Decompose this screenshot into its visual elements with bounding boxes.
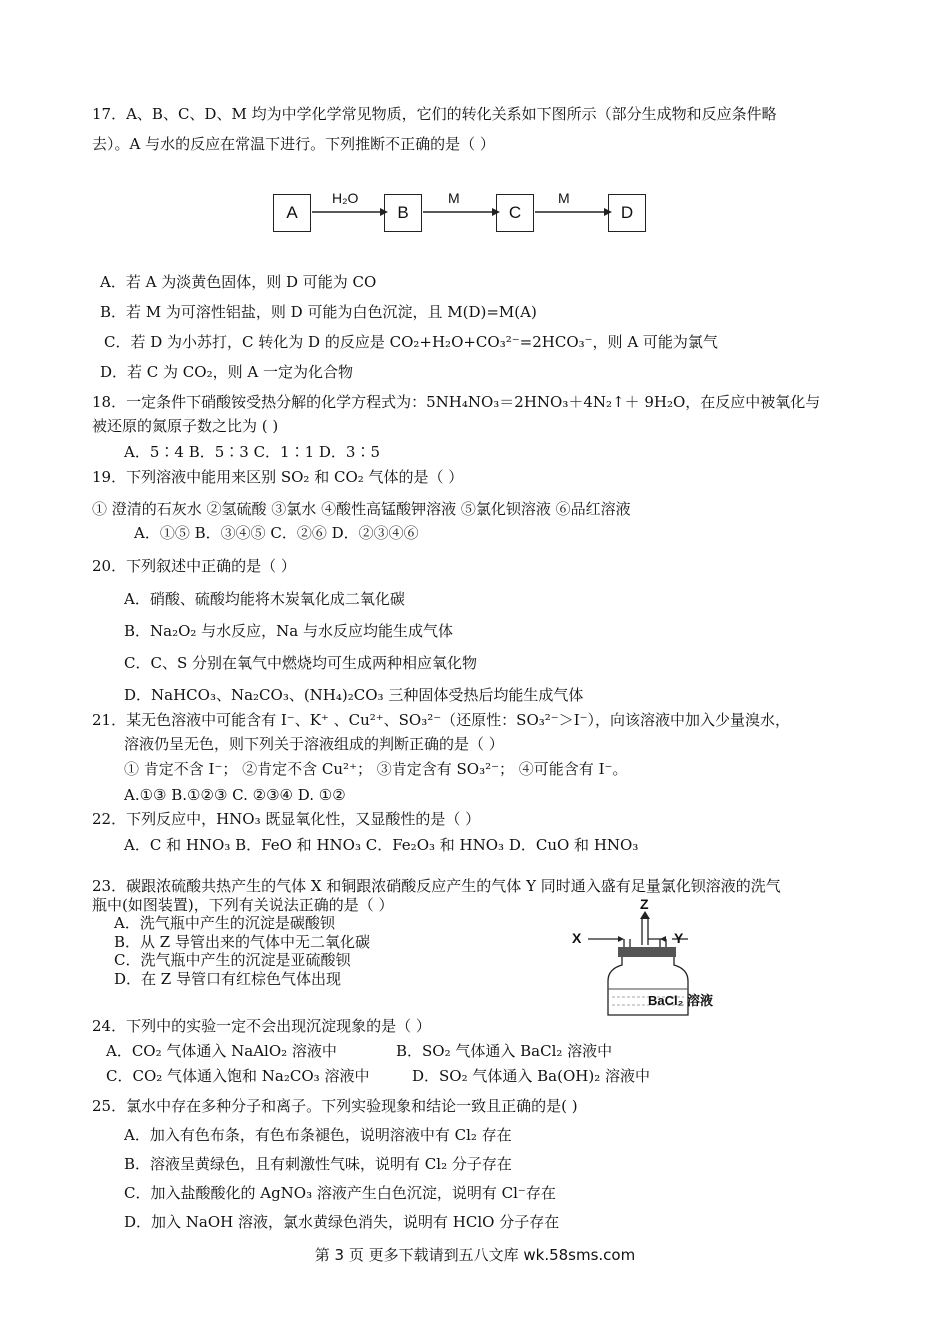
q20-option-a: A．硝酸、硫酸均能将木炭氧化成二氧化碳 <box>124 590 405 608</box>
q25-stem: 25．氯水中存在多种分子和离子。下列实验现象和结论一致且正确的是( ) <box>92 1097 578 1115</box>
arrow2-label: M <box>448 190 460 206</box>
q20-stem: 20．下列叙述中正确的是（ ） <box>92 557 296 575</box>
q18-line1: 18．一定条件下硝酸铵受热分解的化学方程式为：5NH₄NO₃＝2HNO₃＋4N₂↑＋ 9H₂O，在反应中被氧化与 <box>92 393 821 411</box>
label-x: X <box>572 930 582 946</box>
q23-option-a: A．洗气瓶中产生的沉淀是碳酸钡 <box>114 914 335 932</box>
q25-option-c: C．加入盐酸酸化的 AgNO₃ 溶液产生白色沉淀，说明有 Cl⁻存在 <box>124 1184 556 1202</box>
q22-stem: 22．下列反应中，HNO₃ 既显氧化性，又显酸性的是（ ） <box>92 810 481 828</box>
label-bacl2-solution: BaCl₂ 溶液 <box>648 993 714 1008</box>
q19-stem: 19．下列溶液中能用来区别 SO₂ 和 CO₂ 气体的是（ ） <box>92 468 464 486</box>
q25-option-b: B．溶液呈黄绿色，且有刺激性气味，说明有 Cl₂ 分子存在 <box>124 1155 512 1173</box>
q17-option-c: C．若 D 为小苏打，C 转化为 D 的反应是 CO₂+H₂O+CO₃²⁻=2HCO₃⁻，则 A 可能为氯气 <box>104 333 718 351</box>
q23-line1: 23．碳跟浓硫酸共热产生的气体 X 和铜跟浓硝酸反应产生的气体 Y 同时通入盛有足量氯化钡溶液的洗气 <box>92 877 781 895</box>
arrow3-label: M <box>558 190 570 206</box>
q24-option-d: D．SO₂ 气体通入 Ba(OH)₂ 溶液中 <box>412 1067 650 1085</box>
q24-stem: 24．下列中的实验一定不会出现沉淀现象的是（ ） <box>92 1017 431 1035</box>
q19-choices: ① 澄清的石灰水 ②氢硫酸 ③氯水 ④酸性高锰酸钾溶液 ⑤氯化钡溶液 ⑥品红溶液 <box>92 500 631 518</box>
q24-option-b: B．SO₂ 气体通入 BaCl₂ 溶液中 <box>396 1042 613 1060</box>
q17-line1: 17．A、B、C、D、M 均为中学化学常见物质，它们的转化关系如下图所示（部分生成物和反应条件略 <box>92 105 777 123</box>
q24-option-a: A．CO₂ 气体通入 NaAlO₂ 溶液中 <box>106 1042 337 1060</box>
arrow1-label: H₂O <box>332 190 359 206</box>
page-footer: 第 3 页 更多下载请到五八文库 wk.58sms.com <box>314 1246 636 1264</box>
q19-options: A．①⑤ B．③④⑤ C．②⑥ D．②③④⑥ <box>134 524 419 542</box>
q17-option-a: A．若 A 为淡黄色固体，则 D 可能为 CO <box>100 273 377 291</box>
label-z: Z <box>640 896 649 912</box>
q21-line1: 21．某无色溶液中可能含有 I⁻、K⁺ 、Cu²⁺、SO₃²⁻（还原性：SO₃²⁻＞I⁻），向该溶液中加入少量溴水， <box>92 711 791 729</box>
q23-line2: 瓶中(如图装置)，下列有关说法正确的是（ ） <box>92 896 394 914</box>
q22-options: A．C 和 HNO₃ B．FeO 和 HNO₃ C．Fe₂O₃ 和 HNO₃ D．CuO 和 HNO₃ <box>124 836 639 854</box>
q24-option-c: C．CO₂ 气体通入饱和 Na₂CO₃ 溶液中 <box>106 1067 370 1085</box>
q21-line3: ① 肯定不含 I⁻； ②肯定不含 Cu²⁺； ③肯定含有 SO₃²⁻； ④可能含有 I⁻。 <box>124 760 628 778</box>
q21-line2: 溶液仍呈无色，则下列关于溶液组成的判断正确的是（ ） <box>124 735 504 753</box>
q20-option-d: D．NaHCO₃、Na₂CO₃、(NH₄)₂CO₃ 三种固体受热后均能生成气体 <box>124 686 584 704</box>
q25-option-a: A．加入有色布条，有色布条褪色，说明溶液中有 Cl₂ 存在 <box>124 1126 512 1144</box>
q23-option-c: C．洗气瓶中产生的沉淀是亚硫酸钡 <box>114 951 351 969</box>
q23-option-d: D．在 Z 导管口有红棕色气体出现 <box>114 970 341 988</box>
flow-arrows <box>0 0 950 260</box>
box-a: A <box>273 194 311 232</box>
box-d: D <box>608 194 646 232</box>
q17-line2: 去）。A 与水的反应在常温下进行。下列推断不正确的是（ ） <box>92 135 495 153</box>
q25-option-d: D．加入 NaOH 溶液，氯水黄绿色消失，说明有 HClO 分子存在 <box>124 1213 560 1231</box>
label-y: Y <box>674 930 684 946</box>
q23-option-b: B．从 Z 导管出来的气体中无二氧化碳 <box>114 933 370 951</box>
q18-options: A．5∶4 B．5∶3 C．1∶1 D．3∶5 <box>124 443 381 461</box>
q18-line2: 被还原的氮原子数之比为 ( ) <box>92 417 279 435</box>
q20-option-c: C．C、S 分别在氧气中燃烧均可生成两种相应氧化物 <box>124 654 478 672</box>
q20-option-b: B．Na₂O₂ 与水反应，Na 与水反应均能生成气体 <box>124 622 454 640</box>
box-c: C <box>496 194 534 232</box>
q21-options: A.①③ B.①②③ C. ②③④ D. ①② <box>124 786 346 804</box>
q17-option-b: B．若 M 为可溶性铝盐，则 D 可能为白色沉淀，且 M(D)=M(A) <box>100 303 537 321</box>
q17-option-d: D．若 C 为 CO₂，则 A 一定为化合物 <box>100 363 353 381</box>
box-b: B <box>384 194 422 232</box>
